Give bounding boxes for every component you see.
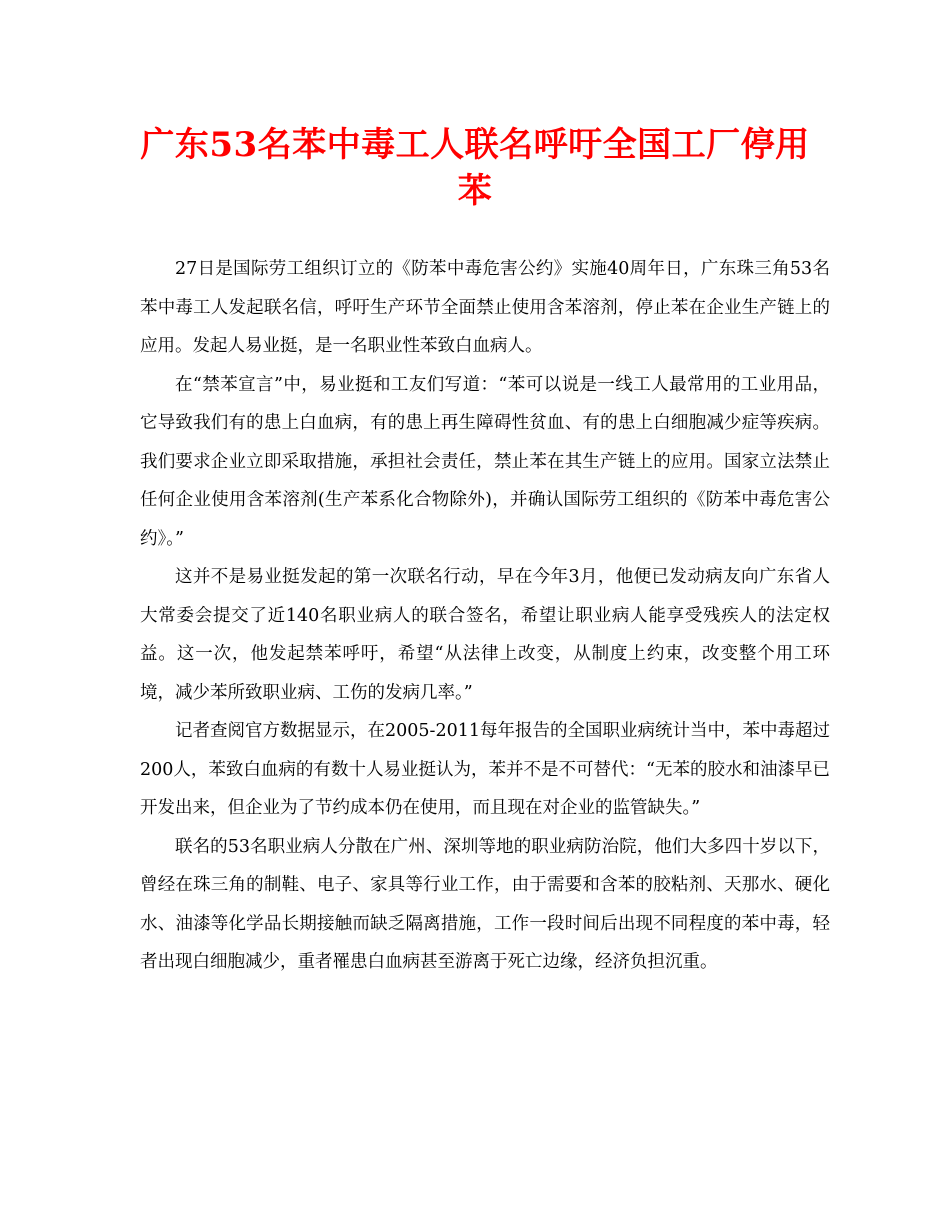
document-title: 广东53名苯中毒工人联名呼吁全国工厂停用苯 bbox=[140, 125, 810, 211]
paragraph-3: 这并不是易业挺发起的第一次联名行动，早在今年3月，他便已发动病友向广东省人大常委会提交了近140名职业病人的联合签名，希望让职业病人能享受残疾人的法定权益。这一次，他发起禁苯呼吁，希望“从法律上改变，从制度上约束，改变整个用工环境，减少苯所致职业病、工伤的发病几率。” bbox=[140, 567, 830, 703]
paragraph-5: 联名的53名职业病人分散在广州、深圳等地的职业病防治院，他们大多四十岁以下，曾经在珠三角的制鞋、电子、家具等行业工作，由于需要和含苯的胶粘剂、天那水、硬化水、油漆等化学品长期接触而缺乏隔离措施，工作一段时间后出现不同程度的苯中毒，轻者出现白细胞减少，重者罹患白血病甚至游离于死亡边缘，经济负担沉重。 bbox=[140, 836, 830, 972]
paragraph-2: 在“禁苯宣言”中，易业挺和工友们写道：“苯可以说是一线工人最常用的工业用品，它导致我们有的患上白血病，有的患上再生障碍性贫血、有的患上白细胞减少症等疾病。我们要求企业立即采取措施，承担社会责任，禁止苯在其生产链上的应用。国家立法禁止任何企业使用含苯溶剂(生产苯系化合物除外)，并确认国际劳工组织的《防苯中毒危害公约》。” bbox=[140, 374, 830, 549]
paragraph-1: 27日是国际劳工组织订立的《防苯中毒危害公约》实施40周年日，广东珠三角53名苯中毒工人发起联名信，呼吁生产环节全面禁止使用含苯溶剂，停止苯在企业生产链上的应用。发起人易业挺，是一名职业性苯致白血病人。 bbox=[140, 259, 830, 356]
document-body bbox=[140, 250, 830, 982]
paragraph-4: 记者查阅官方数据显示，在2005-2011每年报告的全国职业病统计当中，苯中毒超过200人，苯致白血病的有数十人易业挺认为，苯并不是不可替代：“无苯的胶水和油漆早已开发出来，但企业为了节约成本仍在使用，而且现在对企业的监管缺失。” bbox=[140, 721, 830, 818]
